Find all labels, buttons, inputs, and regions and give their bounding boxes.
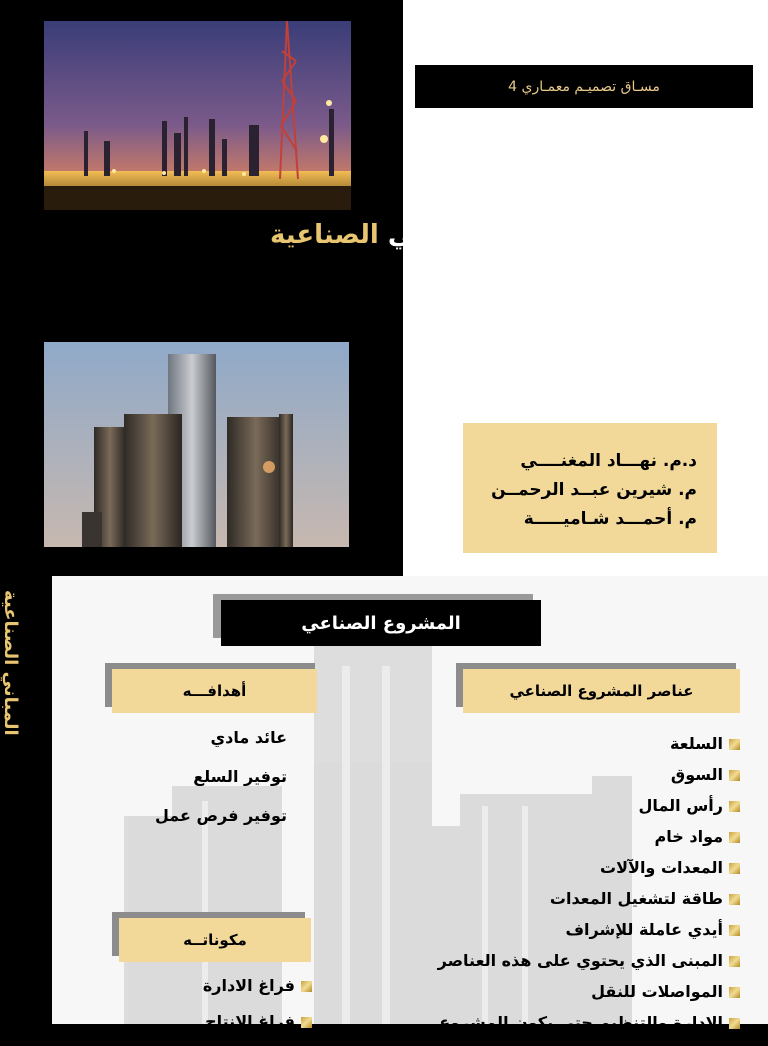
list-item: الإدارة والتنظيم حتى يكون المشروع [340, 1011, 740, 1042]
course-title-box [415, 65, 753, 108]
list-item: أيدي عاملة للإشراف [340, 918, 740, 949]
components-header: مكوناتــه [119, 918, 311, 962]
list-item: توفير السلع [193, 767, 287, 786]
author-2: م. شيرين عبــد الرحمــن [491, 480, 697, 500]
gold-square-bullet-icon [729, 894, 740, 905]
list-item: السوق [340, 763, 740, 794]
author-3: م. أحمـــد شـاميـــــة [523, 509, 697, 529]
list-item: توفير فرص عمل [154, 806, 287, 825]
list-item: فراغ الادارة [92, 974, 312, 1010]
list-item: المعدات والآلات [340, 856, 740, 887]
gold-square-bullet-icon [729, 739, 740, 750]
list-item: رأس المال [340, 794, 740, 825]
gold-square-bullet-icon [301, 981, 312, 992]
gold-square-bullet-icon [729, 770, 740, 781]
slide-header: المشروع الصناعي [221, 600, 541, 646]
list-item: مواد خام [340, 825, 740, 856]
gold-square-bullet-icon [729, 832, 740, 843]
list-item: عائد مادي [210, 728, 287, 747]
goals-list [87, 726, 287, 843]
components-list [92, 974, 312, 1046]
author-1: د.م. نهـــاد المغنــــي [520, 451, 697, 471]
elements-list [340, 732, 740, 1042]
list-item: المواصلات للنقل [340, 980, 740, 1011]
gold-square-bullet-icon [729, 956, 740, 967]
gold-square-bullet-icon [729, 925, 740, 936]
list-item: المبنى الذي يحتوي على هذه العناصر [340, 949, 740, 980]
list-item: طاقة لتشغيل المعدات [340, 887, 740, 918]
gold-square-bullet-icon [729, 987, 740, 998]
gold-square-bullet-icon [301, 1017, 312, 1028]
gold-square-bullet-icon [729, 801, 740, 812]
title-word-industrial: الصناعية [270, 220, 379, 250]
title-word-buildings: المباني [387, 220, 481, 250]
elements-header: عناصر المشروع الصناعي [463, 669, 740, 713]
presentation-title [270, 220, 480, 250]
course-title: مسـاق تصميـم معمـاري 4 [508, 78, 660, 95]
gold-square-bullet-icon [729, 863, 740, 874]
authors-box [463, 423, 717, 553]
refinery-photo [44, 21, 351, 210]
list-item: السلعة [340, 732, 740, 763]
side-title: المباني الصناعية [0, 590, 21, 736]
towers-photo [44, 342, 349, 547]
goals-header: أهدافـــه [112, 669, 317, 713]
list-item: فراغ الإنتاج [92, 1010, 312, 1046]
